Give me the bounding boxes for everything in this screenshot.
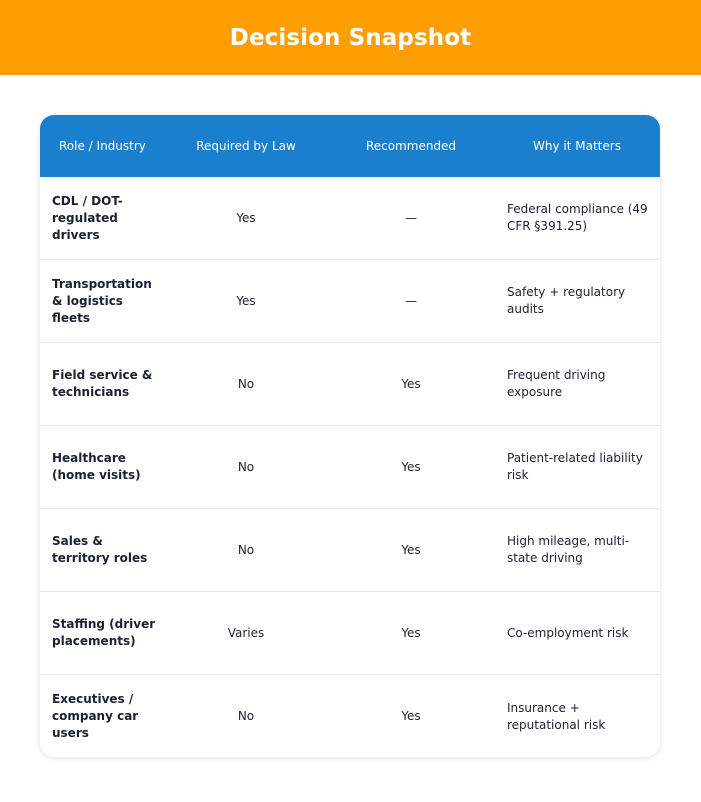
cell-role: Healthcare (home visits)	[52, 451, 141, 482]
table-row	[40, 343, 660, 426]
table-row	[40, 675, 660, 757]
cell-recommended: Yes	[401, 459, 421, 474]
cell-role: Staffing (driver placements)	[52, 617, 156, 648]
cell-recommended: Yes	[401, 625, 421, 640]
cell-required: No	[237, 459, 255, 474]
table-row	[40, 592, 660, 675]
column-header-required: Required by Law	[196, 139, 296, 153]
cell-required: No	[237, 542, 255, 557]
cell-why: Federal compliance (49 CFR §391.25)	[507, 202, 648, 233]
cell-recommended: —	[405, 210, 417, 225]
column-header-recommended: Recommended	[365, 139, 457, 153]
cell-required: Yes	[236, 293, 256, 308]
page-title: Decision Snapshot	[229, 24, 472, 51]
cell-why: Patient-related liability risk	[507, 451, 643, 482]
title-banner	[0, 0, 701, 75]
cell-role: Sales & territory roles	[52, 534, 148, 565]
cell-why: Frequent driving exposure	[507, 368, 606, 399]
cell-recommended: Yes	[401, 542, 421, 557]
cell-why: High mileage, multi-state driving	[507, 534, 630, 565]
column-header-why: Why it Matters	[533, 139, 621, 153]
cell-required: No	[237, 709, 255, 723]
cell-required: No	[237, 376, 255, 391]
cell-why: Insurance + reputational risk	[507, 700, 606, 732]
cell-role: CDL / DOT-regulated drivers	[52, 193, 123, 242]
column-header-role: Role / Industry	[59, 139, 146, 153]
cell-role: Transportation & logistics fleets	[52, 276, 152, 325]
cell-recommended: Yes	[401, 376, 421, 391]
cell-recommended: —	[405, 293, 417, 308]
table-row	[40, 509, 660, 592]
table-row	[40, 260, 660, 343]
table-header-row	[40, 115, 660, 177]
cell-why: Co-employment risk	[507, 625, 629, 640]
cell-required: Varies	[227, 625, 265, 640]
table-row	[40, 177, 660, 260]
cell-required: Yes	[236, 210, 256, 225]
cell-why: Safety + regulatory audits	[507, 285, 626, 316]
table-row	[40, 426, 660, 509]
cell-role: Field service & technicians	[52, 368, 153, 399]
decision-table	[40, 115, 660, 757]
cell-recommended: Yes	[401, 709, 421, 723]
cell-role: Executives / company car users	[52, 692, 139, 740]
